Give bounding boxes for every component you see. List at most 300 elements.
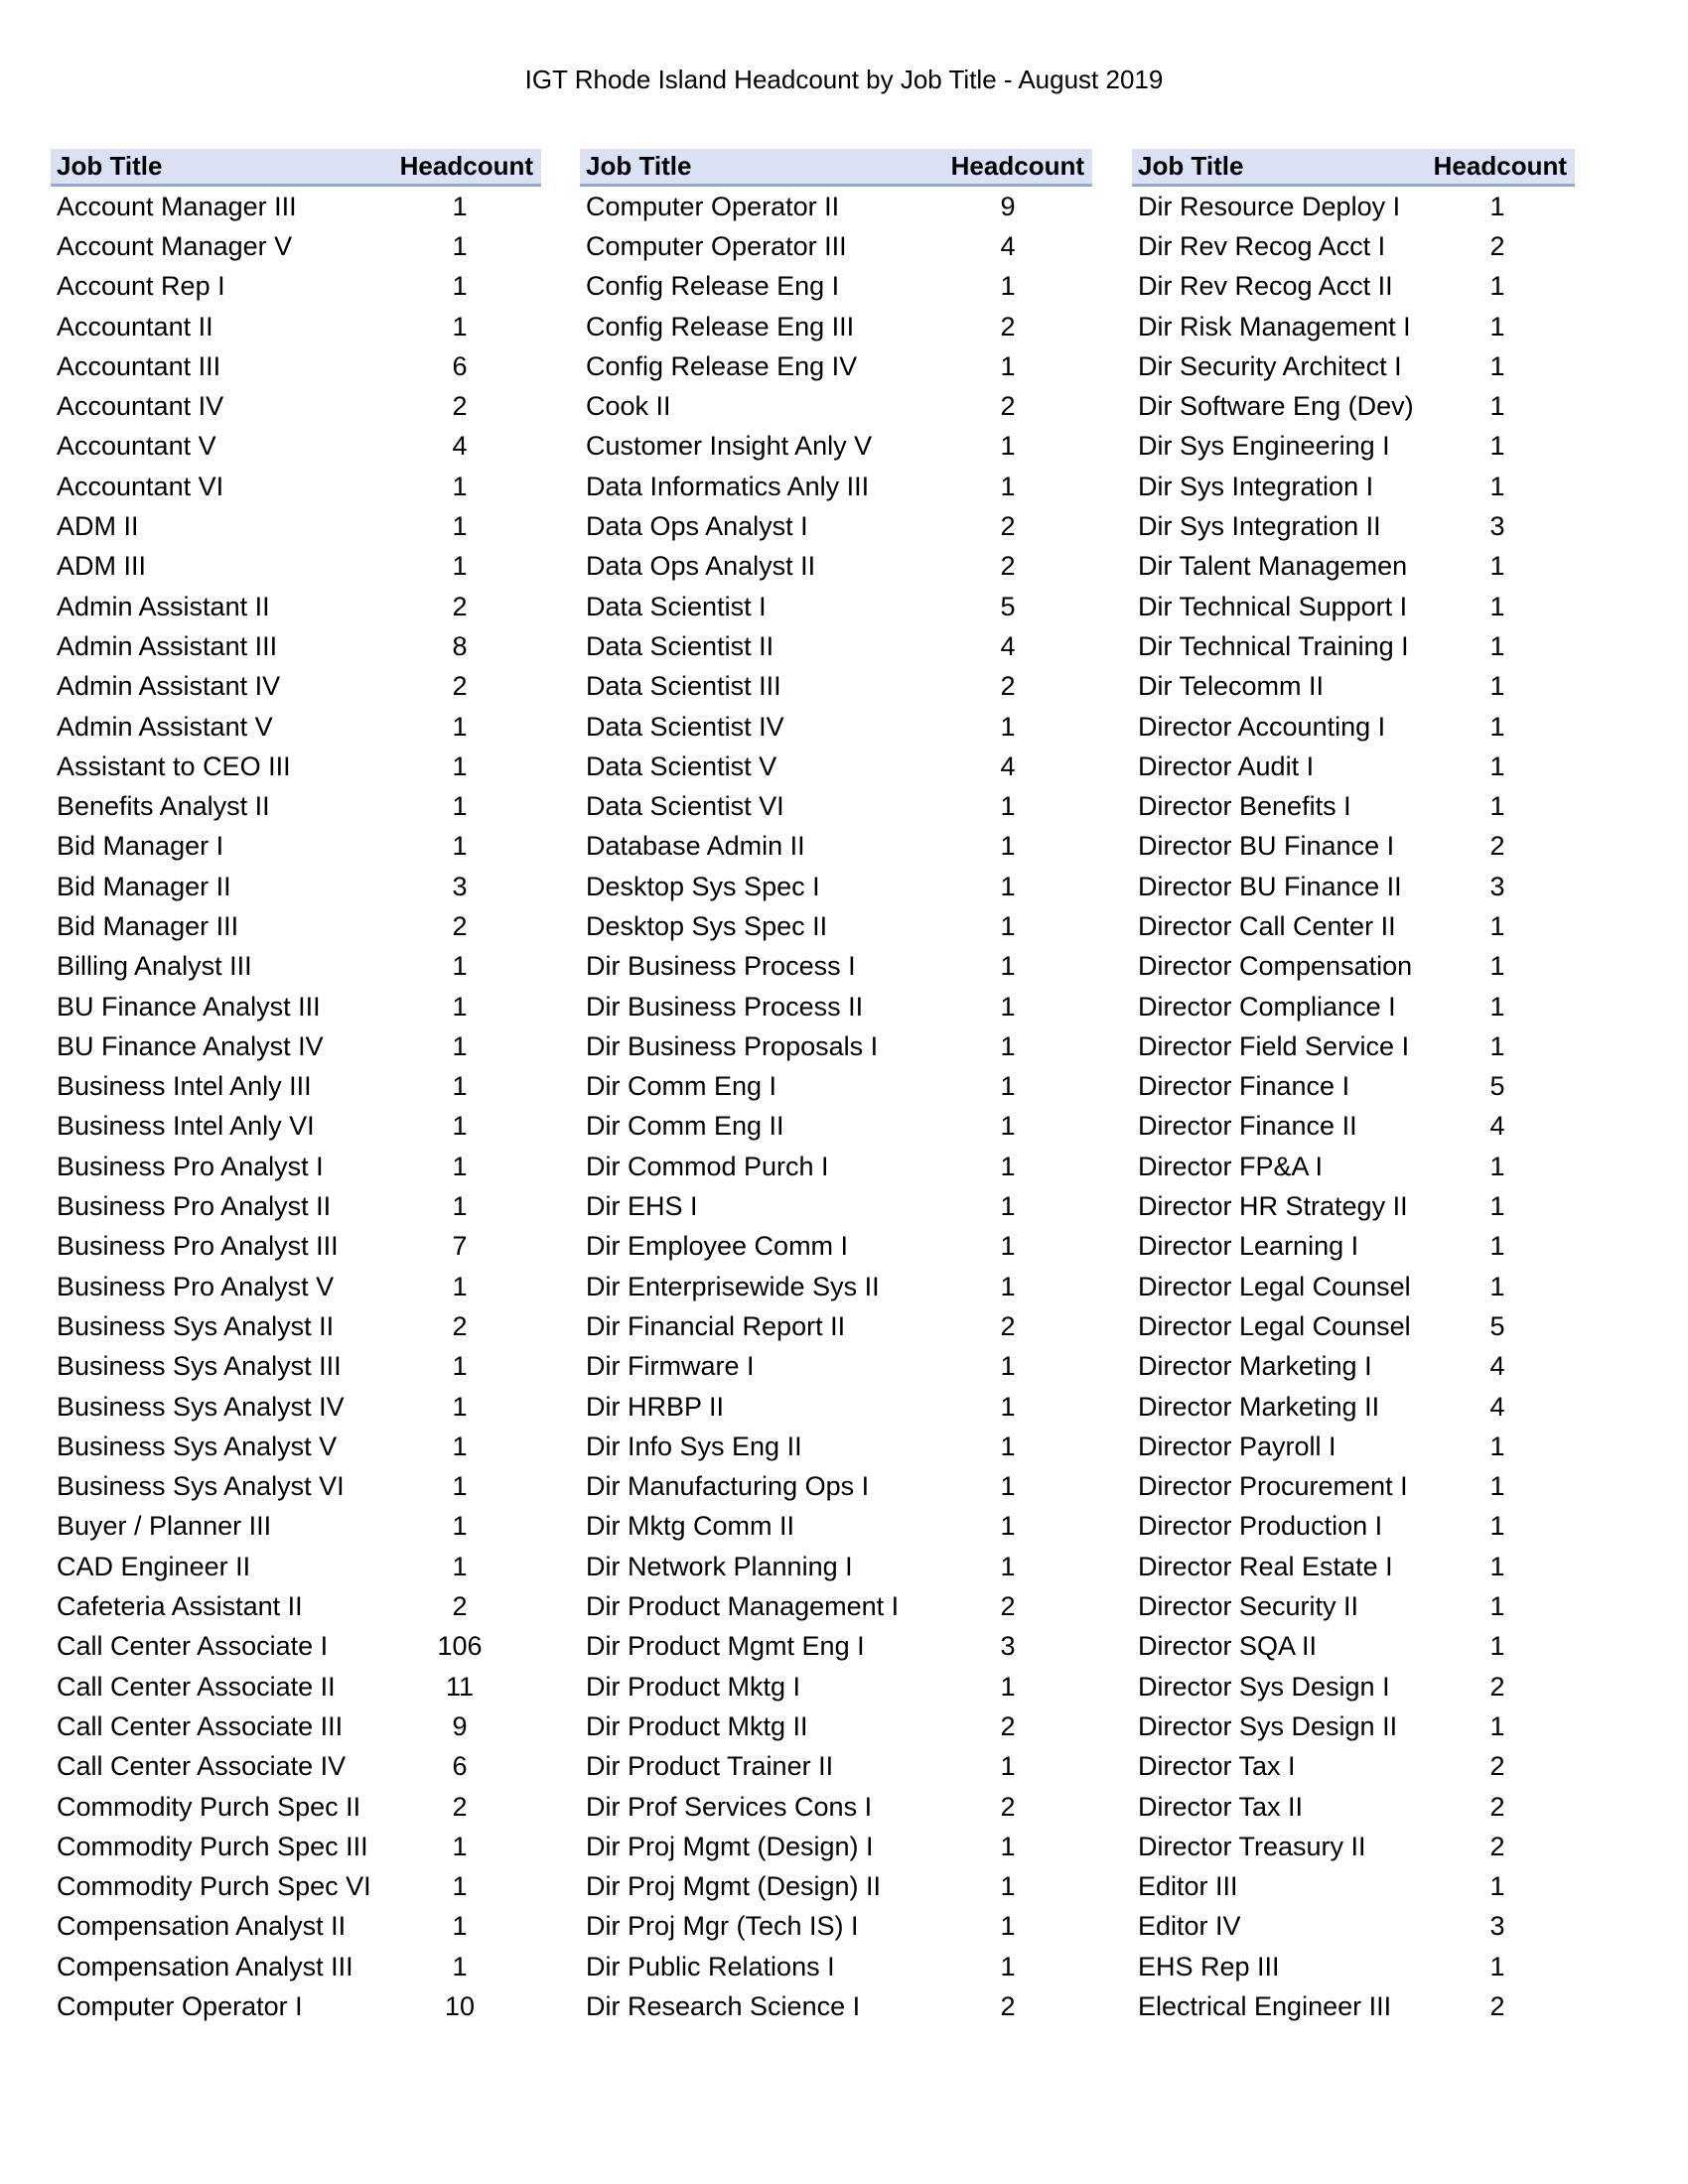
headcount-cell: 1 bbox=[452, 1111, 468, 1142]
job-title-cell: Director BU Finance II bbox=[1138, 871, 1402, 901]
job-title-cell: Compensation Analyst III bbox=[57, 1951, 353, 1981]
headcount-cell: 4 bbox=[1000, 630, 1016, 661]
table-row bbox=[580, 226, 1092, 266]
table-row bbox=[580, 547, 1092, 587]
job-title-cell: Data Scientist IV bbox=[586, 711, 784, 742]
job-title-cell: Buyer / Planner III bbox=[57, 1511, 272, 1542]
table-row bbox=[580, 427, 1092, 467]
headcount-cell: 1 bbox=[1489, 991, 1505, 1022]
job-title-cell: Director Audit I bbox=[1138, 751, 1315, 781]
job-title-cell: Billing Analyst III bbox=[57, 951, 252, 982]
headcount-cell: 2 bbox=[452, 671, 468, 702]
headcount-cell: 4 bbox=[452, 431, 468, 462]
job-title-cell: Assistant to CEO III bbox=[57, 751, 291, 781]
job-title-cell: Dir Resource Deploy I bbox=[1138, 191, 1401, 221]
headcount-cell: 2 bbox=[1000, 1791, 1016, 1822]
job-title-cell: Dir Proj Mgmt (Design) II bbox=[586, 1871, 882, 1902]
headcount-cell: 1 bbox=[1489, 1431, 1505, 1461]
headcount-cell: 1 bbox=[1489, 1511, 1505, 1542]
table-header bbox=[51, 149, 541, 187]
job-title-cell: Admin Assistant II bbox=[57, 591, 270, 621]
job-title-cell: Dir Product Mgmt Eng I bbox=[586, 1631, 865, 1662]
page-title: IGT Rhode Island Headcount by Job Title - August 2019 bbox=[524, 65, 1164, 94]
table-row bbox=[580, 1787, 1092, 1827]
table-row bbox=[51, 827, 541, 867]
job-title-cell: Director Real Estate I bbox=[1138, 1551, 1393, 1581]
table-body bbox=[1132, 187, 1575, 2027]
job-title-cell: Director Call Center II bbox=[1138, 910, 1396, 941]
job-title-cell: Customer Insight Anly V bbox=[586, 431, 873, 462]
job-title-cell: Dir Public Relations I bbox=[586, 1951, 835, 1981]
table-row bbox=[51, 1147, 541, 1186]
headcount-cell: 2 bbox=[452, 1791, 468, 1822]
table-row bbox=[580, 667, 1092, 707]
job-title-cell: Desktop Sys Spec II bbox=[586, 910, 828, 941]
headcount-cell: 106 bbox=[437, 1631, 483, 1662]
headcount-cell: 1 bbox=[1000, 350, 1016, 381]
job-title-cell: Director Sys Design I bbox=[1138, 1671, 1390, 1702]
job-title-cell: Commodity Purch Spec III bbox=[57, 1831, 368, 1861]
table-row bbox=[580, 1347, 1092, 1387]
job-title-cell: Editor III bbox=[1138, 1871, 1238, 1902]
job-title-cell: Director Legal Counsel bbox=[1138, 1271, 1411, 1301]
headcount-cell: 3 bbox=[1489, 1911, 1505, 1942]
job-title-cell: Data Scientist II bbox=[586, 630, 774, 661]
job-title-cell: Dir Product Mktg I bbox=[586, 1671, 801, 1702]
job-title-cell: Config Release Eng IV bbox=[586, 350, 858, 381]
headcount-cell: 1 bbox=[1489, 431, 1505, 462]
table-row bbox=[580, 386, 1092, 426]
headcount-cell: 1 bbox=[452, 271, 468, 302]
table-row bbox=[580, 786, 1092, 826]
job-title-cell: Data Scientist V bbox=[586, 751, 777, 781]
job-title-cell: Call Center Associate II bbox=[57, 1671, 336, 1702]
job-title-cell: Bid Manager II bbox=[57, 871, 231, 901]
job-title-cell: Account Rep I bbox=[57, 271, 225, 302]
table-row bbox=[51, 1986, 541, 2026]
table-row bbox=[51, 667, 541, 707]
job-title-cell: Data Scientist III bbox=[586, 671, 781, 702]
headcount-cell: 2 bbox=[1000, 1991, 1016, 2021]
headcount-cell: 2 bbox=[1000, 671, 1016, 702]
job-title-cell: Dir Commod Purch I bbox=[586, 1151, 829, 1181]
table-row bbox=[51, 987, 541, 1026]
job-title-cell: Director Payroll I bbox=[1138, 1431, 1336, 1461]
table-row bbox=[51, 1067, 541, 1107]
headcount-cell: 1 bbox=[1489, 1871, 1505, 1902]
table-row bbox=[580, 1947, 1092, 1986]
headcount-cell: 1 bbox=[1000, 1391, 1016, 1422]
table-row bbox=[1132, 1427, 1575, 1466]
headcount-cell: 1 bbox=[452, 1191, 468, 1222]
job-title-cell: Dir Business Process I bbox=[586, 951, 856, 982]
job-title-cell: Data Ops Analyst II bbox=[586, 551, 816, 582]
job-title-cell: Call Center Associate I bbox=[57, 1631, 329, 1662]
job-title-cell: Dir Comm Eng II bbox=[586, 1111, 784, 1142]
table-row bbox=[51, 1107, 541, 1147]
table-row bbox=[1132, 307, 1575, 346]
table-row bbox=[51, 226, 541, 266]
job-title-cell: Desktop Sys Spec I bbox=[586, 871, 820, 901]
table-row bbox=[580, 1747, 1092, 1787]
table-row bbox=[1132, 947, 1575, 987]
job-title-cell: Business Pro Analyst III bbox=[57, 1231, 339, 1262]
headcount-cell: 1 bbox=[1489, 1551, 1505, 1581]
headcount-cell: 11 bbox=[445, 1671, 475, 1702]
table-row bbox=[51, 467, 541, 506]
job-title-cell: Dir Mktg Comm II bbox=[586, 1511, 795, 1542]
headcount-cell: 1 bbox=[1489, 1591, 1505, 1622]
table-row bbox=[580, 467, 1092, 506]
headcount-cell: 2 bbox=[452, 591, 468, 621]
table-row bbox=[1132, 827, 1575, 867]
headcount-cell: 1 bbox=[1489, 191, 1505, 221]
table-row bbox=[580, 906, 1092, 946]
job-title-cell: Business Intel Anly VI bbox=[57, 1111, 315, 1142]
headcount-cell: 1 bbox=[452, 1071, 468, 1102]
table-row bbox=[51, 1907, 541, 1947]
table-row bbox=[51, 1627, 541, 1667]
table-row bbox=[1132, 427, 1575, 467]
headcount-cell: 1 bbox=[1489, 1631, 1505, 1662]
table-row bbox=[580, 1186, 1092, 1226]
table-row bbox=[51, 386, 541, 426]
table-row bbox=[51, 1547, 541, 1586]
table-row bbox=[580, 307, 1092, 346]
headcount-cell: 2 bbox=[452, 391, 468, 422]
headcount-cell: 1 bbox=[1489, 391, 1505, 422]
table-row bbox=[1132, 1907, 1575, 1947]
headcount-cell: 1 bbox=[1489, 1030, 1505, 1061]
table-row bbox=[1132, 1747, 1575, 1787]
table-row bbox=[1132, 626, 1575, 666]
table-row bbox=[1132, 1667, 1575, 1706]
table-row bbox=[51, 1267, 541, 1306]
headcount-cell: 1 bbox=[452, 791, 468, 822]
job-title-cell: Dir Software Eng (Dev) bbox=[1138, 391, 1414, 422]
job-title-cell: Dir Prof Services Cons I bbox=[586, 1791, 873, 1822]
table-row bbox=[51, 1507, 541, 1547]
headcount-cell: 4 bbox=[1489, 1351, 1505, 1382]
job-title-cell: Dir HRBP II bbox=[586, 1391, 725, 1422]
headcount-cell: 1 bbox=[1489, 1710, 1505, 1741]
job-title-cell: Director Learning I bbox=[1138, 1231, 1359, 1262]
headcount-cell: 1 bbox=[1489, 751, 1505, 781]
table-row bbox=[580, 1427, 1092, 1466]
table-row bbox=[51, 587, 541, 626]
table-row bbox=[51, 867, 541, 906]
job-title-cell: Accountant III bbox=[57, 350, 221, 381]
job-title-cell: Business Intel Anly III bbox=[57, 1071, 312, 1102]
headcount-cell: 1 bbox=[1000, 1911, 1016, 1942]
job-title-cell: BU Finance Analyst III bbox=[57, 991, 321, 1022]
table-row bbox=[1132, 1706, 1575, 1746]
table-row bbox=[580, 1986, 1092, 2026]
headcount-cell: 2 bbox=[1489, 1991, 1505, 2021]
table-body bbox=[580, 187, 1092, 2027]
headcount-cell: 1 bbox=[452, 1551, 468, 1581]
job-title-cell: Director Security II bbox=[1138, 1591, 1359, 1622]
headcount-cell: 1 bbox=[452, 711, 468, 742]
table-row bbox=[580, 1107, 1092, 1147]
headcount-cell: 1 bbox=[1000, 1351, 1016, 1382]
job-title-cell: Dir Rev Recog Acct I bbox=[1138, 230, 1386, 261]
job-title-cell: Dir Rev Recog Acct II bbox=[1138, 271, 1393, 302]
headcount-cell: 5 bbox=[1489, 1310, 1505, 1341]
table-row bbox=[1132, 1586, 1575, 1626]
job-title-cell: Dir Telecomm II bbox=[1138, 671, 1325, 702]
table-row bbox=[1132, 667, 1575, 707]
job-title-cell: Business Pro Analyst II bbox=[57, 1191, 332, 1222]
headcount-cell: 2 bbox=[1000, 551, 1016, 582]
table-row bbox=[1132, 187, 1575, 226]
headcount-cell: 2 bbox=[1489, 831, 1505, 862]
headcount-cell: 1 bbox=[1489, 630, 1505, 661]
job-title-cell: Dir Proj Mgmt (Design) I bbox=[586, 1831, 874, 1861]
job-title-cell: Accountant II bbox=[57, 311, 213, 341]
headcount-cell: 9 bbox=[452, 1710, 468, 1741]
table-row bbox=[51, 1227, 541, 1267]
job-title-cell: EHS Rep III bbox=[1138, 1951, 1280, 1981]
table-row bbox=[1132, 1067, 1575, 1107]
table-row bbox=[580, 867, 1092, 906]
headcount-cell: 1 bbox=[452, 1431, 468, 1461]
table-row bbox=[1132, 1627, 1575, 1667]
job-title-cell: Data Informatics Anly III bbox=[586, 471, 870, 501]
job-title-cell: Computer Operator III bbox=[586, 230, 847, 261]
job-title-cell: Computer Operator II bbox=[586, 191, 840, 221]
headcount-cell: 2 bbox=[452, 1591, 468, 1622]
table-row bbox=[51, 427, 541, 467]
table-row bbox=[580, 1147, 1092, 1186]
table-row bbox=[1132, 346, 1575, 386]
table-row bbox=[1132, 786, 1575, 826]
headcount-cell: 1 bbox=[1000, 831, 1016, 862]
headcount-cell: 1 bbox=[452, 1030, 468, 1061]
table-row bbox=[1132, 987, 1575, 1026]
table-row bbox=[51, 1947, 541, 1986]
table-row bbox=[51, 626, 541, 666]
headcount-cell: 2 bbox=[452, 1310, 468, 1341]
table-row bbox=[1132, 707, 1575, 747]
headcount-cell: 1 bbox=[452, 991, 468, 1022]
headcount-cell: 1 bbox=[1000, 271, 1016, 302]
headcount-cell: 1 bbox=[1000, 431, 1016, 462]
headcount-cell: 1 bbox=[1000, 1431, 1016, 1461]
job-title-cell: Dir Manufacturing Ops I bbox=[586, 1471, 870, 1502]
table-row bbox=[1132, 1827, 1575, 1866]
table-row bbox=[1132, 547, 1575, 587]
headcount-cell: 1 bbox=[1489, 311, 1505, 341]
table-row bbox=[1132, 226, 1575, 266]
headcount-cell: 1 bbox=[1000, 1111, 1016, 1142]
headcount-cell: 9 bbox=[1000, 191, 1016, 221]
header-headcount: Headcount bbox=[399, 151, 533, 181]
table-row bbox=[51, 747, 541, 786]
table-row bbox=[1132, 1306, 1575, 1346]
job-title-cell: Director Benefits I bbox=[1138, 791, 1351, 822]
headcount-cell: 1 bbox=[1489, 591, 1505, 621]
job-title-cell: Config Release Eng I bbox=[586, 271, 840, 302]
table-row bbox=[1132, 467, 1575, 506]
headcount-cell: 1 bbox=[1000, 991, 1016, 1022]
headcount-cell: 2 bbox=[1489, 1671, 1505, 1702]
headcount-cell: 1 bbox=[452, 1271, 468, 1301]
table-row bbox=[580, 1387, 1092, 1427]
headcount-cell: 1 bbox=[1000, 471, 1016, 501]
job-title-cell: Commodity Purch Spec VI bbox=[57, 1871, 371, 1902]
table-row bbox=[51, 506, 541, 546]
job-title-cell: Data Ops Analyst I bbox=[586, 511, 808, 542]
table-row bbox=[580, 1866, 1092, 1906]
table-row bbox=[1132, 267, 1575, 307]
table-row bbox=[580, 626, 1092, 666]
job-title-cell: Dir Technical Training I bbox=[1138, 630, 1409, 661]
headcount-cell: 1 bbox=[1000, 1511, 1016, 1542]
table-row bbox=[580, 346, 1092, 386]
headcount-cell: 6 bbox=[452, 350, 468, 381]
table-row bbox=[1132, 1107, 1575, 1147]
job-title-cell: Account Manager V bbox=[57, 230, 293, 261]
job-title-cell: Business Sys Analyst II bbox=[57, 1310, 335, 1341]
job-title-cell: Data Scientist I bbox=[586, 591, 767, 621]
headcount-cell: 10 bbox=[444, 1991, 476, 2021]
headcount-cell: 4 bbox=[1000, 751, 1016, 781]
table-row bbox=[51, 1866, 541, 1906]
headcount-cell: 1 bbox=[1000, 1231, 1016, 1262]
job-title-cell: Bid Manager III bbox=[57, 910, 239, 941]
headcount-cell: 2 bbox=[1000, 1710, 1016, 1741]
headcount-cell: 2 bbox=[1489, 1751, 1505, 1782]
headcount-cell: 2 bbox=[1489, 1791, 1505, 1822]
job-title-cell: Director Accounting I bbox=[1138, 711, 1386, 742]
headcount-cell: 1 bbox=[1489, 1151, 1505, 1181]
table-row bbox=[580, 707, 1092, 747]
headcount-cell: 1 bbox=[452, 951, 468, 982]
job-title-cell: Call Center Associate IV bbox=[57, 1751, 347, 1782]
headcount-cell: 1 bbox=[1000, 1671, 1016, 1702]
headcount-cell: 1 bbox=[452, 1911, 468, 1942]
headcount-cell: 6 bbox=[452, 1751, 468, 1782]
job-title-cell: Dir Talent Managemen bbox=[1138, 551, 1408, 582]
job-title-cell: Electrical Engineer III bbox=[1138, 1991, 1392, 2021]
job-title-cell: Dir Proj Mgr (Tech IS) I bbox=[586, 1911, 859, 1942]
job-title-cell: Director Procurement I bbox=[1138, 1471, 1408, 1502]
table-row bbox=[51, 547, 541, 587]
job-title-cell: Dir Sys Integration II bbox=[1138, 511, 1381, 542]
table-row bbox=[51, 906, 541, 946]
job-title-cell: Admin Assistant IV bbox=[57, 671, 281, 702]
headcount-cell: 1 bbox=[452, 511, 468, 542]
table-row bbox=[1132, 1387, 1575, 1427]
headcount-cell: 1 bbox=[1000, 871, 1016, 901]
headcount-cell: 1 bbox=[452, 1511, 468, 1542]
headcount-cell: 4 bbox=[1489, 1391, 1505, 1422]
job-title-cell: Director Marketing I bbox=[1138, 1351, 1372, 1382]
headcount-cell: 3 bbox=[1000, 1631, 1016, 1662]
table-row bbox=[580, 1227, 1092, 1267]
headcount-cell: 4 bbox=[1000, 230, 1016, 261]
table-row bbox=[580, 947, 1092, 987]
job-title-cell: Dir Business Process II bbox=[586, 991, 864, 1022]
job-title-cell: ADM II bbox=[57, 511, 139, 542]
table-row bbox=[580, 1507, 1092, 1547]
headcount-cell: 1 bbox=[1489, 1231, 1505, 1262]
table-row bbox=[580, 587, 1092, 626]
headcount-cell: 1 bbox=[1489, 1191, 1505, 1222]
table-row bbox=[1132, 1186, 1575, 1226]
table-row bbox=[51, 1387, 541, 1427]
header-job-title: Job Title bbox=[1138, 151, 1244, 181]
table-row bbox=[1132, 1267, 1575, 1306]
table-row bbox=[1132, 1026, 1575, 1066]
headcount-cell: 2 bbox=[1489, 230, 1505, 261]
headcount-cell: 1 bbox=[452, 1151, 468, 1181]
job-title-cell: Dir Employee Comm I bbox=[586, 1231, 849, 1262]
job-title-cell: Bid Manager I bbox=[57, 831, 224, 862]
table-row bbox=[1132, 906, 1575, 946]
job-title-cell: Director Field Service I bbox=[1138, 1030, 1410, 1061]
table-row bbox=[580, 506, 1092, 546]
headcount-cell: 1 bbox=[452, 191, 468, 221]
job-title-cell: Account Manager III bbox=[57, 191, 297, 221]
headcount-cell: 1 bbox=[1489, 1951, 1505, 1981]
headcount-table-1 bbox=[51, 149, 541, 2027]
job-title-cell: Director FP&A I bbox=[1138, 1151, 1324, 1181]
table-row bbox=[580, 1627, 1092, 1667]
table-row bbox=[51, 307, 541, 346]
headcount-cell: 1 bbox=[1000, 1951, 1016, 1981]
headcount-cell: 1 bbox=[1000, 1271, 1016, 1301]
table-row bbox=[1132, 1507, 1575, 1547]
job-title-cell: Dir Product Trainer II bbox=[586, 1751, 834, 1782]
job-title-cell: Business Pro Analyst I bbox=[57, 1151, 324, 1181]
job-title-cell: Director HR Strategy II bbox=[1138, 1191, 1408, 1222]
headcount-cell: 1 bbox=[452, 1831, 468, 1861]
headcount-cell: 1 bbox=[1489, 471, 1505, 501]
table-row bbox=[1132, 587, 1575, 626]
table-row bbox=[580, 1667, 1092, 1706]
headcount-cell: 1 bbox=[1000, 711, 1016, 742]
table-row bbox=[580, 1306, 1092, 1346]
job-title-cell: Dir Network Planning I bbox=[586, 1551, 853, 1581]
table-row bbox=[1132, 1467, 1575, 1507]
headcount-cell: 1 bbox=[1000, 1831, 1016, 1861]
job-title-cell: Dir Comm Eng I bbox=[586, 1071, 777, 1102]
job-title-cell: Business Sys Analyst VI bbox=[57, 1471, 345, 1502]
job-title-cell: Admin Assistant V bbox=[57, 711, 273, 742]
job-title-cell: Dir Sys Integration I bbox=[1138, 471, 1374, 501]
job-title-cell: Director BU Finance I bbox=[1138, 831, 1395, 862]
table-header bbox=[580, 149, 1092, 187]
headcount-cell: 1 bbox=[1000, 951, 1016, 982]
headcount-cell: 1 bbox=[1489, 551, 1505, 582]
table-row bbox=[51, 1186, 541, 1226]
headcount-cell: 2 bbox=[1000, 1310, 1016, 1341]
job-title-cell: Director Sys Design II bbox=[1138, 1710, 1398, 1741]
job-title-cell: Benefits Analyst II bbox=[57, 791, 270, 822]
headcount-cell: 1 bbox=[1000, 910, 1016, 941]
header-job-title: Job Title bbox=[57, 151, 163, 181]
job-title-cell: Accountant IV bbox=[57, 391, 224, 422]
job-title-cell: Accountant VI bbox=[57, 471, 224, 501]
job-title-cell: Commodity Purch Spec II bbox=[57, 1791, 361, 1822]
headcount-cell: 2 bbox=[1000, 311, 1016, 341]
headcount-cell: 3 bbox=[1489, 511, 1505, 542]
table-row bbox=[1132, 1866, 1575, 1906]
headcount-cell: 1 bbox=[452, 471, 468, 501]
headcount-cell: 1 bbox=[1489, 1471, 1505, 1502]
